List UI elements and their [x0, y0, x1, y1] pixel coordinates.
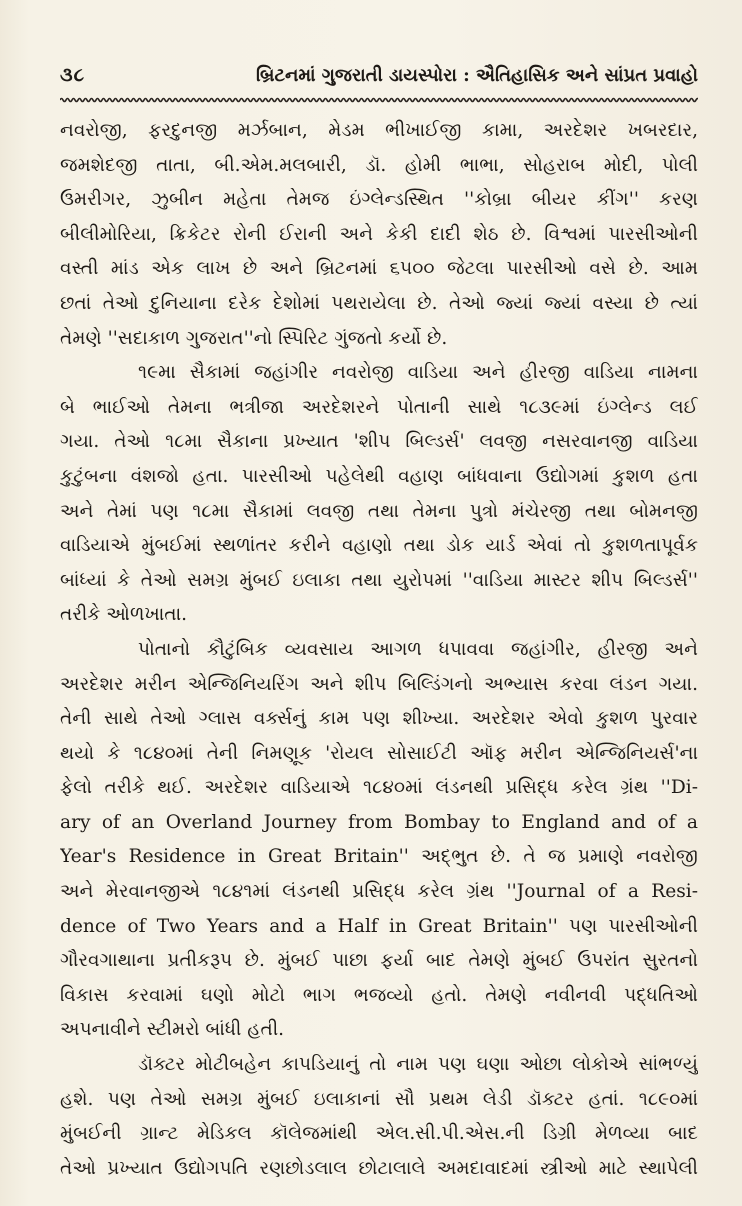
- text-line: હશે. પણ તેઓ સમગ્ર મુંબઈ ઇલાકાનાં સૌ પ્રથમ લેડી ડૉક્ટર હતાં. ૧૮૯૦માં: [60, 1088, 698, 1110]
- paragraph: [60, 114, 698, 356]
- text-line: મુંબઈની ગ્રાન્ટ મેડિકલ કૉલેજમાંથી એલ.સી.પી.એસ.ની ડિગ્રી મેળવ્યા બાદ: [60, 1123, 698, 1145]
- text-line: તરીકે ઓળખાતા.: [60, 604, 188, 626]
- text-line: ary of an Overland Journey from Bombay to England and of a: [60, 811, 698, 833]
- text-line: બે ભાઈઓ તેમના ભત્રીજા અરદેશરને પોતાની સાથે ૧૮૩૯માં ઇંગ્લેન્ડ લઈ: [60, 396, 698, 418]
- text-line: તેમણે ''સદાકાળ ગુજરાત''નો સ્પિરિટ ગુંજતો કર્યો છે.: [60, 327, 448, 349]
- text-line: ડૉક્ટર મોટીબહેન કાપડિયાનું તો નામ પણ ઘણા ઓછા લોકોએ સાંભળ્યું: [138, 1054, 698, 1076]
- text-line: વિકાસ કરવામાં ઘણો મોટો ભાગ ભજવ્યો હતો. તેમણે નવીનવી પદ્ધતિઓ: [60, 984, 698, 1006]
- text-line: થયો કે ૧૮૪૦માં તેની નિમણૂક 'રોયલ સોસાઈટી ઑફ મરીન એન્જિનિયર્સ'ના: [60, 742, 698, 764]
- text-line: ૧૯મા સૈકામાં જહાંગીર નવરોજી વાડિયા અને હીરજી વાડિયા નામના: [138, 362, 698, 384]
- text-line: વાડિયાએ મુંબઈમાં સ્થળાંતર કરીને વહાણો તથા ડોક યાર્ડ એવાં તો કુશળતાપૂર્વક: [60, 535, 698, 557]
- text-line: અને મેરવાનજીએ ૧૮૪૧માં લંડનથી પ્રસિદ્ધ કરેલ ગ્રંથ ''Journal of a Resi-: [60, 881, 698, 903]
- text-line: અને તેમાં પણ ૧૮મા સૈકામાં લવજી તથા તેમના પુત્રો મંચેરજી તથા બોમનજી: [60, 500, 698, 522]
- page-header: [60, 58, 698, 92]
- text-line: નવરોજી, ફરદુનજી મર્ઝબાન, મેડમ ભીખાઈજી કામા, અરદેશર ખબરદાર,: [60, 120, 698, 141]
- running-title: બ્રિટનમાં ગુજરાતી ડાયસ્પોરા : ઐતિહાસિક અને સાંપ્રત પ્રવાહો: [255, 64, 698, 86]
- text-line: બાંધ્યાં કે તેઓ સમગ્ર મુંબઈ ઇલાકા તથા યુરોપમાં ''વાડિયા માસ્ટર શીપ બિલ્ડર્સ'': [60, 569, 698, 591]
- text-line: ગયા. તેઓ ૧૮મા સૈકાના પ્રખ્યાત 'શીપ બિલ્ડર્સ' લવજી નસરવાનજી વાડિયા: [60, 431, 698, 453]
- body-text: [60, 114, 698, 1186]
- text-line: અરદેશર મરીન એન્જિનિયરિંગ અને શીપ બિલ્ડિંગનો અભ્યાસ કરવા લંડન ગયા.: [60, 673, 698, 695]
- text-line: dence of Two Years and a Half in Great Britain'' પણ પારસીઓની: [60, 915, 698, 937]
- text-line: બીલીમોરિયા, ક્રિકેટર રોની ઈરાની અને કેકી દાદી શેઠ છે. વિશ્વમાં પારસીઓની: [60, 223, 698, 245]
- text-line: તેઓ પ્રખ્યાત ઉદ્યોગપતિ રણછોડલાલ છોટાલાલે અમદાવાદમાં સ્ત્રીઓ માટે સ્થાપેલી: [60, 1157, 698, 1179]
- text-line: કુટુંબના વંશજો હતા. પારસીઓ પહેલેથી વહાણ બાંધવાના ઉદ્યોગમાં કુશળ હતા: [60, 465, 698, 487]
- text-line: વસ્તી માંડ એક લાખ છે અને બ્રિટનમાં ૬૫૦૦ જેટલા પારસીઓ વસે છે. આમ: [60, 258, 698, 280]
- text-line: Year's Residence in Great Britain'' અદ્ભુત છે. તે જ પ્રમાણે નવરોજી: [60, 846, 698, 868]
- text-line: જમશેદજી તાતા, બી.એમ.મલબારી, ડૉ. હોમી ભાભા, સોહરાબ મોદી, પોલી: [60, 154, 698, 176]
- text-line: પોતાનો કૌટુંબિક વ્યવસાય આગળ ધપાવવા જહાંગીર, હીરજી અને: [138, 638, 698, 660]
- text-line: તેની સાથે તેઓ ગ્લાસ વર્ક્સનું કામ પણ શીખ્યા. અરદેશર એવો કુશળ પુરવાર: [60, 708, 698, 730]
- decorative-wavy-rule: [60, 96, 698, 104]
- text-line: છતાં તેઓ દુનિયાના દરેક દેશોમાં પથરાયેલા છે. તેઓ જ્યાં જ્યાં વસ્યા છે ત્યાં: [60, 292, 698, 314]
- paragraph: [60, 633, 698, 1048]
- paragraph: [60, 356, 698, 633]
- page-number: ૩૮: [60, 64, 86, 86]
- paragraph: [60, 1048, 698, 1186]
- text-line: ફેલો તરીકે થઈ. અરદેશર વાડિયાએ ૧૮૪૦માં લંડનથી પ્રસિદ્ધ કરેલ ગ્રંથ ''Di-: [60, 777, 698, 799]
- text-line: ઉમરીગર, ઝુબીન મહેતા તેમજ ઇંગ્લેન્ડસ્થિત ''કોબ્રા બીયર કીંગ'' કરણ: [60, 189, 698, 211]
- text-line: અપનાવીને સ્ટીમરો બાંધી હતી.: [60, 1019, 285, 1041]
- text-line: ગૌરવગાથાના પ્રતીકરૂપ છે. મુંબઈ પાછા ફર્યા બાદ તેમણે મુંબઈ ઉપરાંત સુરતનો: [60, 950, 698, 972]
